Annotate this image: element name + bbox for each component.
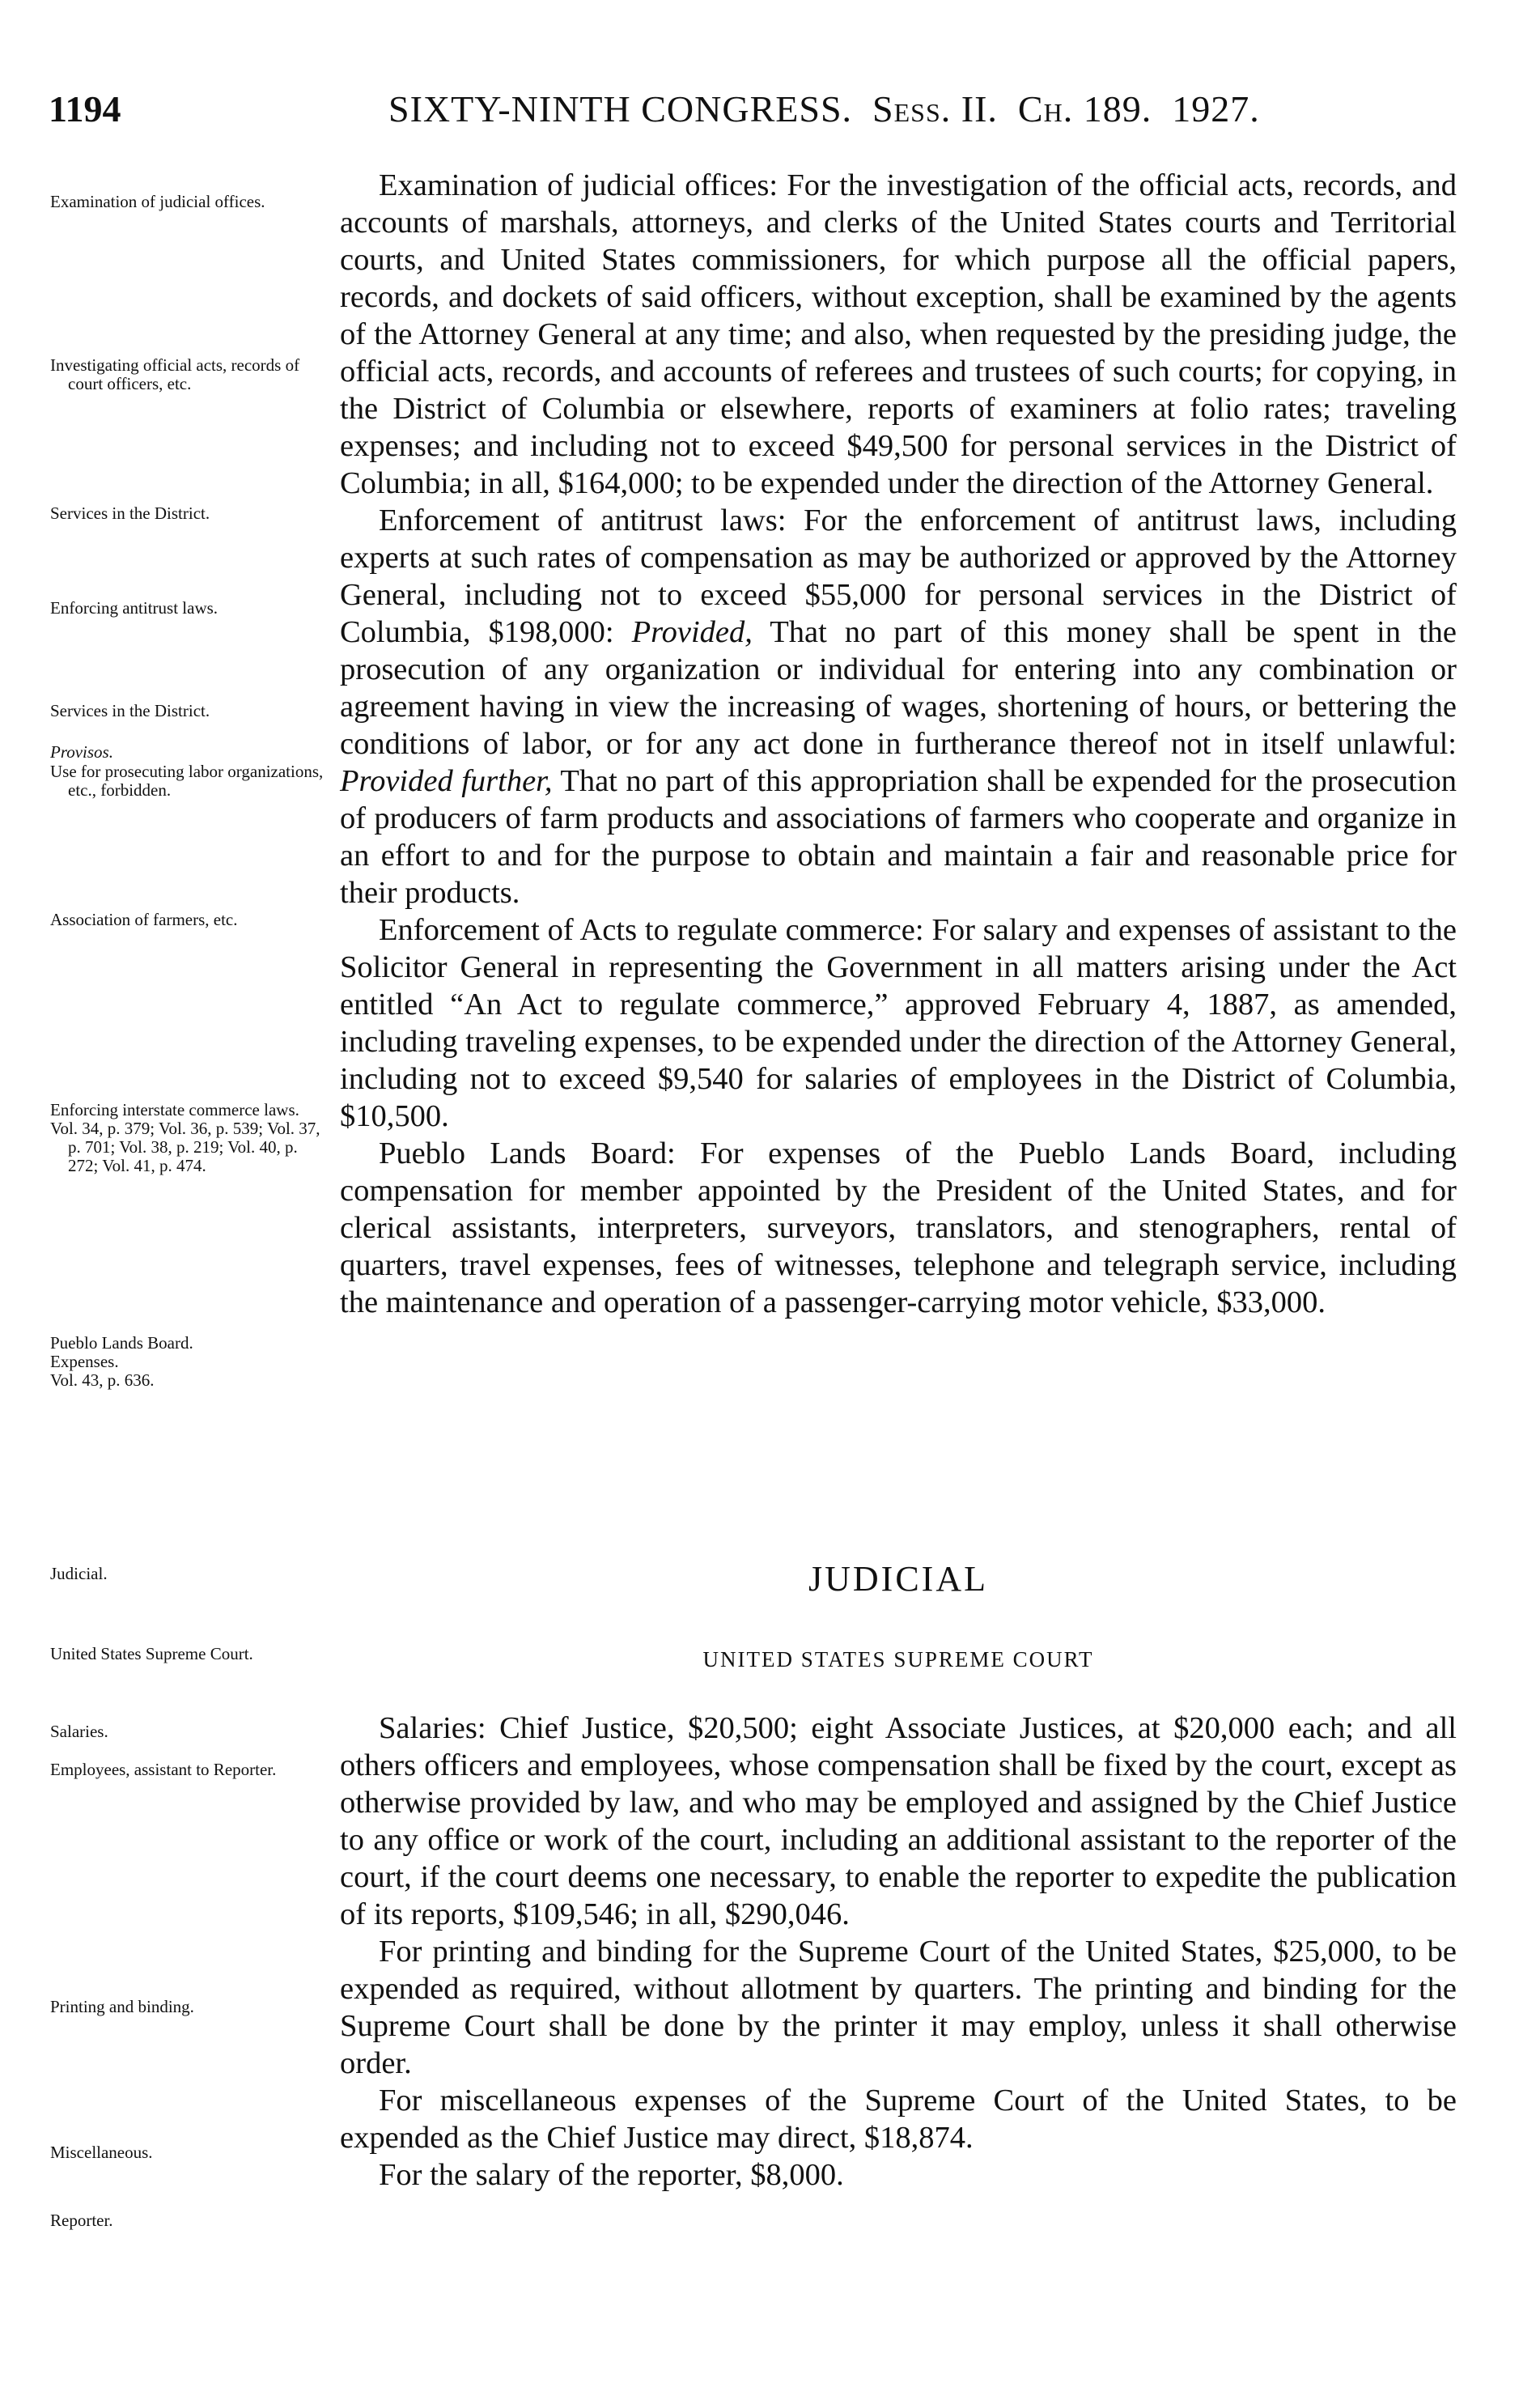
- page-number: 1194: [49, 88, 121, 130]
- margin-note-salaries: Salaries.: [50, 1722, 108, 1741]
- paragraph-examination: Examination of judicial offices: For the investigation of the official acts, records, and accounts of marshals, attorneys, and clerks of the United States courts and Territorial courts, and United States commissioners, for which purpose all the official papers, records, and dockets of said officers, without exception, shall be examined by the agents of the Attorney General at any time; and also, when requested by the presiding judge, the official acts, records, and accounts of referees and trustees of such courts; for copying, in the District of Columbia or elsewhere, reports of examiners at folio rates; traveling expenses; and including not to exceed $49,500 for personal services in the District of Columbia; in all, $164,000; to be expended under the direction of the Attorney General.: [340, 168, 1457, 500]
- margin-note-reporter: Reporter.: [50, 2211, 113, 2230]
- paragraph-pueblo: Pueblo Lands Board: For expenses of the Pueblo Lands Board, including compensation for member appointed by the President of the United States, and for clerical assistants, interpreters, surveyors, translators, and stenographers, rental of quarters, travel expenses, fees of witnesses, telephone and telegraph service, including the maintenance and operation of a passenger-carrying motor vehicle, $33,000.: [340, 1136, 1457, 1319]
- margin-note-miscellaneous: Miscellaneous.: [50, 2143, 153, 2162]
- margin-note-services-district-2: Services in the District.: [50, 701, 210, 720]
- paragraph-reporter: For the salary of the reporter, $8,000.: [379, 2158, 844, 2192]
- margin-note-interstate: Enforcing interstate commerce laws. Vol. 34, p. 379; Vol. 36, p. 539; Vol. 37, p. 701; Vol. 38, p. 219; Vol. 40, p. 272; Vol. 41, p. 474.: [50, 1101, 329, 1175]
- running-title: SIXTY-NINTH CONGRESS. Sess. II. Ch. 189. 1927.: [388, 88, 1260, 130]
- paragraph-antitrust: Enforcement of antitrust laws: For the enforcement of antitrust laws, including experts at such rates of compensation as may be authorized or approved by the Attorney General, including not to exceed $55,000 for personal services in the District of Columbia, $198,000: Provided, That no part of this money shall be spent in the prosecution of any organization or individual for entering into any combination or agreement having in view the increasing of wages, shortening of hours, or bettering the conditions of labor, or for any act done in furtherance thereof not in itself unlawful: Provided further, That no part of this appropriation shall be expended for the prosecution of producers of farm products and associations of farmers who cooperate and organize in an effort to and for the purpose to obtain and maintain a fair and reasonable price for their products.: [340, 503, 1457, 910]
- session-label: Sess. II.: [872, 88, 998, 130]
- margin-note-provisos: Provisos.: [50, 742, 113, 762]
- margin-note-supreme-court: United States Supreme Court.: [50, 1644, 253, 1663]
- year-label: 1927.: [1172, 88, 1260, 130]
- margin-note-enforcing-antitrust: Enforcing antitrust laws.: [50, 598, 218, 618]
- margin-note-judicial: Judicial.: [50, 1564, 108, 1583]
- margin-note-labor: Use for prosecuting labor organizations, etc., forbidden.: [50, 762, 324, 800]
- margin-note-services-district: Services in the District.: [50, 503, 210, 523]
- main-text-upper: [340, 167, 1457, 1321]
- main-text-lower: [340, 1710, 1457, 2194]
- margin-note-printing: Printing and binding.: [50, 1997, 194, 2016]
- paragraph-miscellaneous: For miscellaneous expenses of the Supreme Court of the United States, to be expended as the Chief Justice may direct, $18,874.: [340, 2084, 1457, 2155]
- paragraph-printing: For printing and binding for the Supreme Court of the United States, $25,000, to be expended as required, without allotment by quarters. The printing and binding for the Supreme Court shall be done by the printer it may employ, unless it shall otherwise order.: [340, 1935, 1457, 2080]
- page-header: [49, 81, 1424, 138]
- heading-supreme-court: UNITED STATES SUPREME COURT: [702, 1647, 1094, 1671]
- margin-note-interstate-refs: Vol. 34, p. 379; Vol. 36, p. 539; Vol. 37, p. 701; Vol. 38, p. 219; Vol. 40, p. 272; Vol. 41, p. 474.: [50, 1119, 320, 1175]
- margin-note-examination: Examination of judicial offices.: [50, 192, 265, 211]
- margin-note-investigating: Investigating official acts, records of court officers, etc.: [50, 355, 300, 393]
- margin-note-employees: Employees, assistant to Reporter.: [50, 1760, 277, 1779]
- margin-note-farmers: Association of farmers, etc.: [50, 910, 238, 929]
- chapter-label: Ch. 189.: [1017, 88, 1152, 130]
- margin-note-pueblo: Pueblo Lands Board. Expenses. Vol. 43, p. 636.: [50, 1333, 193, 1390]
- heading-judicial: JUDICIAL: [808, 1559, 988, 1599]
- paragraph-salaries: Salaries: Chief Justice, $20,500; eight Associate Justices, at $20,000 each; and all others officers and employees, whose compensation shall be fixed by the court, except as otherwise provided by law, and who may be employed and assigned by the Chief Justice to any office or work of the court, including an additional assistant to the reporter of the court, if the court deems one necessary, to enable the reporter to expedite the publication of its reports, $109,546; in all, $290,046.: [340, 1711, 1457, 1931]
- paragraph-interstate: Enforcement of Acts to regulate commerce: For salary and expenses of assistant to the Solicitor General in representing the Government in all matters arising under the Act entitled “An Act to regulate commerce,” approved February 4, 1887, as amended, including traveling expenses, to be expended under the direction of the Attorney General, including not to exceed $9,540 for salaries of employees in the District of Columbia, $10,500.: [340, 913, 1457, 1133]
